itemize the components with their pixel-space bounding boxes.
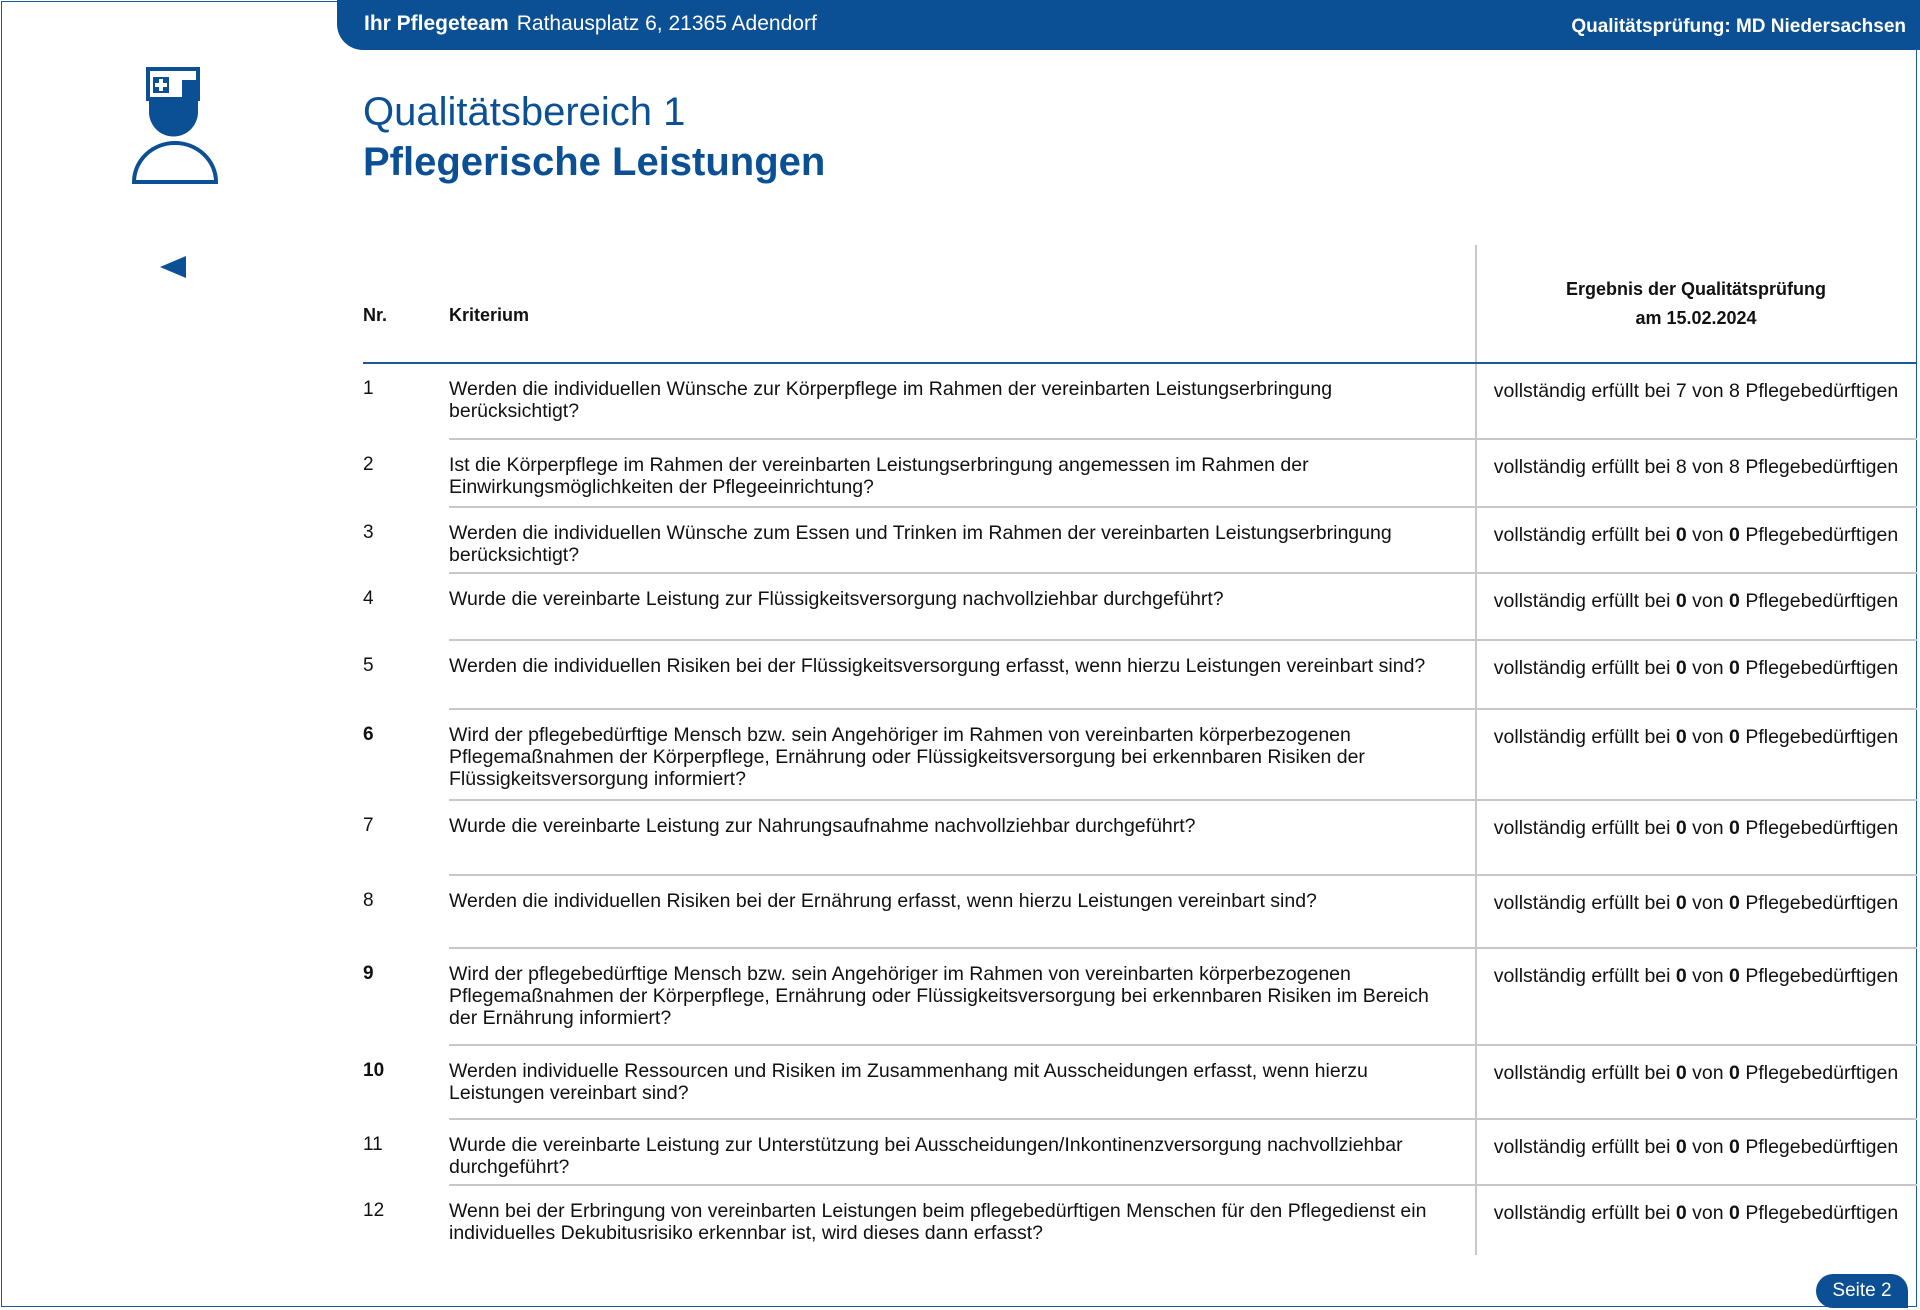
row-number: 8 <box>363 890 374 911</box>
row-criterion: Wurde die vereinbarte Leistung zur Unterstützung bei Ausscheidungen/Inkontinenzversorgung nachvollziehbar durchgeführt? <box>449 1134 1403 1178</box>
result-von: von <box>1692 380 1724 402</box>
result-von: von <box>1692 456 1724 478</box>
result-suffix: Pflegebedürftigen <box>1745 965 1899 987</box>
row-criterion: Wird der pflegebedürftige Mensch bzw. sein Angehöriger im Rahmen von vereinbarten körperbezogenen Pflegemaßnahmen der Körperpflege, Ernährung oder Flüssigkeitsversorgung bei erkennbaren Risiken der Flüssigkeitsversorgung informiert? <box>449 724 1365 790</box>
section-number-title: Qualitätsbereich 1 <box>363 90 686 134</box>
result-prefix: vollständig erfüllt bei <box>1493 657 1671 679</box>
result-count-total: 8 <box>1729 456 1740 478</box>
result-count-fulfilled: 0 <box>1675 1202 1687 1224</box>
row-result <box>1475 817 1917 840</box>
header-org <box>364 12 817 36</box>
row-result <box>1475 1062 1917 1085</box>
result-suffix: Pflegebedürftigen <box>1745 524 1899 546</box>
result-von: von <box>1692 1136 1724 1158</box>
table-row <box>363 641 1917 710</box>
result-count-total: 0 <box>1729 524 1740 546</box>
column-header-kriterium: Kriterium <box>449 305 530 325</box>
result-count-fulfilled: 0 <box>1675 726 1687 748</box>
result-count-total: 0 <box>1729 1202 1740 1224</box>
result-count-fulfilled: 0 <box>1675 1136 1687 1158</box>
row-number: 7 <box>363 815 374 836</box>
result-suffix: Pflegebedürftigen <box>1745 456 1899 478</box>
result-count-fulfilled: 0 <box>1675 524 1687 546</box>
table-row <box>363 1120 1917 1186</box>
result-count-fulfilled: 7 <box>1675 380 1687 402</box>
table-row <box>363 710 1917 801</box>
result-prefix: vollständig erfüllt bei <box>1493 726 1671 748</box>
row-number: 12 <box>363 1200 385 1221</box>
result-count-fulfilled: 0 <box>1675 590 1687 612</box>
result-prefix: vollständig erfüllt bei <box>1493 817 1671 839</box>
row-result <box>1475 590 1917 613</box>
result-suffix: Pflegebedürftigen <box>1745 657 1899 679</box>
row-result <box>1475 456 1917 479</box>
result-count-total: 0 <box>1729 726 1740 748</box>
result-prefix: vollständig erfüllt bei <box>1493 965 1671 987</box>
result-prefix: vollständig erfüllt bei <box>1493 524 1671 546</box>
table-row <box>363 1046 1917 1120</box>
section-title: Pflegerische Leistungen <box>363 140 826 184</box>
result-count-total: 0 <box>1729 817 1740 839</box>
row-number: 5 <box>363 655 374 676</box>
criteria-table <box>363 364 1917 1254</box>
result-von: von <box>1692 657 1724 679</box>
row-number: 4 <box>363 588 374 609</box>
result-count-fulfilled: 0 <box>1675 892 1687 914</box>
result-prefix: vollständig erfüllt bei <box>1493 456 1671 478</box>
row-criterion: Ist die Körperpflege im Rahmen der vereinbarten Leistungserbringung angemessen im Rahmen der Einwirkungsmöglichkeiten der Pflegeeinrichtung? <box>449 454 1309 498</box>
page-number-badge: Seite 2 <box>1816 1274 1908 1308</box>
table-row <box>363 876 1917 949</box>
column-header-result-line1: Ergebnis der Qualitätsprüfung <box>1565 279 1827 299</box>
table-row <box>363 364 1917 440</box>
row-criterion: Wurde die vereinbarte Leistung zur Flüssigkeitsversorgung nachvollziehbar durchgeführt? <box>449 588 1224 610</box>
result-count-fulfilled: 0 <box>1675 817 1687 839</box>
column-header-result-date: am 15.02.2024 <box>1635 308 1757 328</box>
result-suffix: Pflegebedürftigen <box>1745 817 1899 839</box>
result-prefix: vollständig erfüllt bei <box>1493 1062 1671 1084</box>
result-prefix: vollständig erfüllt bei <box>1493 892 1671 914</box>
result-count-total: 0 <box>1729 1136 1740 1158</box>
row-result <box>1475 892 1917 915</box>
row-criterion: Werden die individuellen Wünsche zur Körperpflege im Rahmen der vereinbarten Leistungserbringung berücksichtigt? <box>449 378 1333 422</box>
row-criterion: Werden die individuellen Risiken bei der Flüssigkeitsversorgung erfasst, wenn hierzu Leistungen vereinbart sind? <box>449 655 1426 677</box>
org-name: Ihr Pflegeteam <box>364 12 509 35</box>
result-suffix: Pflegebedürftigen <box>1745 726 1899 748</box>
row-number: 1 <box>363 378 374 399</box>
row-result <box>1475 524 1917 547</box>
result-von: von <box>1692 892 1724 914</box>
row-number: 2 <box>363 454 374 475</box>
column-header-nr: Nr. <box>363 305 388 325</box>
header-inspection-title: Qualitätsprüfung: MD Niedersachsen <box>1571 16 1906 37</box>
table-row <box>363 801 1917 876</box>
row-criterion: Wenn bei der Erbringung von vereinbarten Leistungen beim pflegebedürftigen Menschen für den Pflegedienst ein individuelles Dekubitusrisiko erkennbar ist, wird dieses dann erfasst? <box>449 1200 1427 1244</box>
table-header <box>363 245 1917 363</box>
row-number: 3 <box>363 522 374 543</box>
row-criterion: Werden die individuellen Wünsche zum Essen und Trinken im Rahmen der vereinbarten Leistungserbringung berücksichtigt? <box>449 522 1392 566</box>
result-count-total: 0 <box>1729 892 1740 914</box>
result-count-fulfilled: 0 <box>1675 1062 1687 1084</box>
row-result <box>1475 657 1917 680</box>
result-count-fulfilled: 0 <box>1675 965 1687 987</box>
row-result <box>1475 965 1917 988</box>
result-suffix: Pflegebedürftigen <box>1745 892 1899 914</box>
org-address: Rathausplatz 6, 21365 Adendorf <box>516 12 817 35</box>
result-von: von <box>1692 590 1724 612</box>
table-row <box>363 574 1917 641</box>
result-prefix: vollständig erfüllt bei <box>1493 380 1671 402</box>
result-count-total: 0 <box>1729 590 1740 612</box>
back-arrow-icon[interactable] <box>158 254 188 280</box>
result-count-total: 0 <box>1729 1062 1740 1084</box>
result-suffix: Pflegebedürftigen <box>1745 380 1899 402</box>
result-suffix: Pflegebedürftigen <box>1745 590 1899 612</box>
result-suffix: Pflegebedürftigen <box>1745 1202 1899 1224</box>
result-suffix: Pflegebedürftigen <box>1745 1062 1899 1084</box>
result-von: von <box>1692 524 1724 546</box>
row-number: 6 <box>363 724 374 745</box>
result-count-total: 0 <box>1729 965 1740 987</box>
row-result <box>1475 726 1917 749</box>
row-result <box>1475 1202 1917 1225</box>
row-number: 9 <box>363 963 374 984</box>
result-von: von <box>1692 726 1724 748</box>
table-row <box>363 1186 1917 1254</box>
result-von: von <box>1692 817 1724 839</box>
table-row <box>363 508 1917 574</box>
result-count-fulfilled: 0 <box>1675 657 1687 679</box>
result-count-fulfilled: 8 <box>1675 456 1687 478</box>
result-von: von <box>1692 1202 1724 1224</box>
row-criterion: Werden individuelle Ressourcen und Risiken im Zusammenhang mit Ausscheidungen erfasst, wenn hierzu Leistungen vereinbart sind? <box>449 1060 1368 1104</box>
row-number: 11 <box>363 1134 383 1155</box>
table-row <box>363 440 1917 508</box>
row-criterion: Werden die individuellen Risiken bei der Ernährung erfasst, wenn hierzu Leistungen vereinbart sind? <box>449 890 1317 912</box>
result-count-total: 0 <box>1729 657 1740 679</box>
table-row <box>363 949 1917 1046</box>
row-number: 10 <box>363 1060 385 1081</box>
nurse-icon <box>130 66 220 184</box>
result-suffix: Pflegebedürftigen <box>1745 1136 1899 1158</box>
result-von: von <box>1692 965 1724 987</box>
result-prefix: vollständig erfüllt bei <box>1493 1136 1671 1158</box>
row-result <box>1475 380 1917 403</box>
row-result <box>1475 1136 1917 1159</box>
row-criterion: Wird der pflegebedürftige Mensch bzw. sein Angehöriger im Rahmen von vereinbarten körperbezogenen Pflegemaßnahmen der Körperpflege, Ernährung oder Flüssigkeitsversorgung bei erkennbaren Risiken im Bereich der Ernährung informiert? <box>449 963 1429 1029</box>
result-count-total: 8 <box>1729 380 1740 402</box>
result-prefix: vollständig erfüllt bei <box>1493 590 1671 612</box>
column-header-result <box>1475 275 1917 333</box>
result-prefix: vollständig erfüllt bei <box>1493 1202 1671 1224</box>
result-von: von <box>1692 1062 1724 1084</box>
row-criterion: Wurde die vereinbarte Leistung zur Nahrungsaufnahme nachvollziehbar durchgeführt? <box>449 815 1196 837</box>
